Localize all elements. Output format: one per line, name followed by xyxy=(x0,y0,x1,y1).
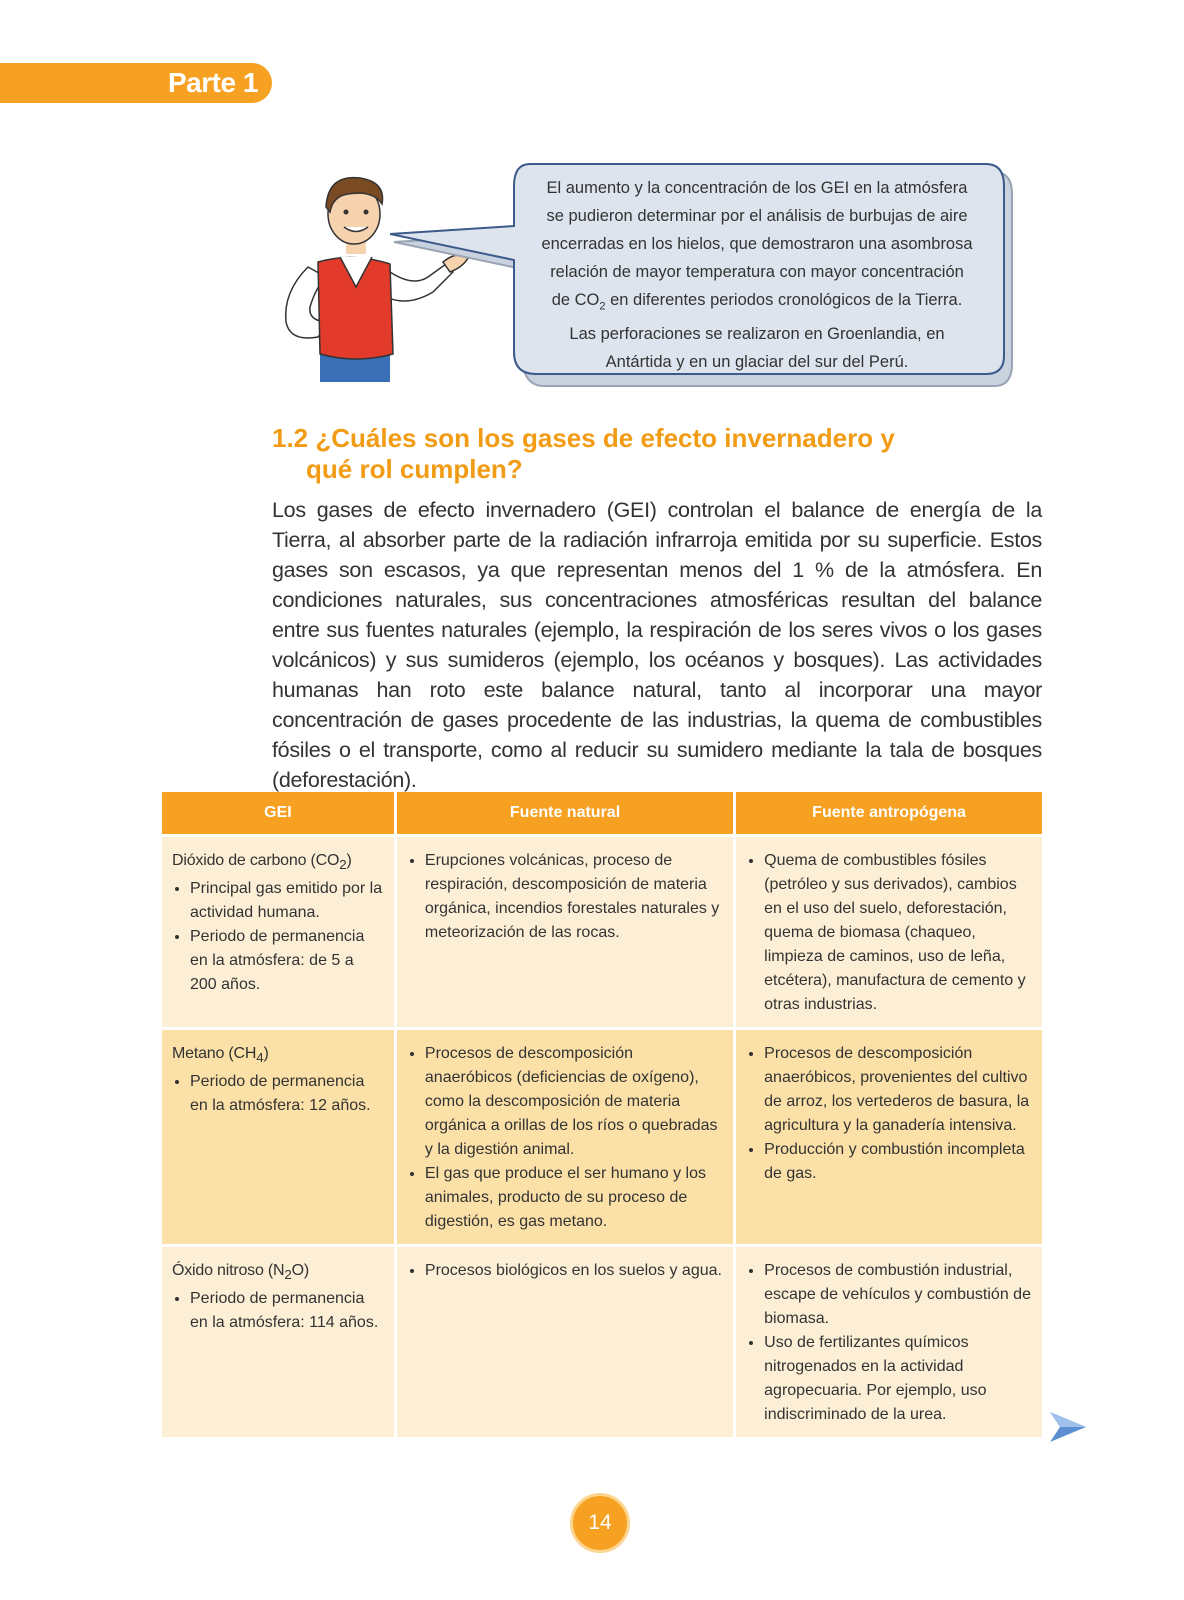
section-heading xyxy=(272,423,992,485)
bubble-line: relación de mayor temperatura con mayor concentración xyxy=(550,263,964,281)
list-item: • Uso de fertilizantes químicos nitrogenados en la actividad agropecuaria. Por ejemplo, uso indiscriminado de la urea. xyxy=(764,1331,1032,1427)
natural-cell xyxy=(395,836,734,1029)
list-item: • Procesos de descomposición anaeróbicos, provenientes del cultivo de arroz, los vertederos de basura, la agricultura y la ganadería intensiva. xyxy=(764,1042,1032,1138)
table-row xyxy=(162,836,1042,1029)
anthro-cell xyxy=(735,836,1042,1029)
gas-name: Metano $(CH_4)$ xyxy=(172,1045,269,1066)
list-item: • Erupciones volcánicas, proceso de respiración, descomposición de materia orgánica, incendios forestales naturales y meteorización de las rocas. xyxy=(425,849,723,945)
list-item: • Procesos biológicos en los suelos y agua. xyxy=(425,1259,723,1283)
gas-name: Óxido nitroso $(N_2O)$ xyxy=(172,1262,309,1283)
table-header-row xyxy=(162,792,1042,836)
bubble-line: se pudieron determinar por el análisis de burbujas de aire xyxy=(546,207,968,225)
bubble-line: encerradas en los hielos, que demostraron una asombrosa xyxy=(541,235,973,253)
speech-bubble xyxy=(500,160,1010,385)
gas-cell xyxy=(162,1246,395,1438)
list-item: • Producción y combustión incompleta de gas. xyxy=(764,1138,1032,1186)
bubble-line: de $CO_2$ en diferentes periodos cronológicos de la Tierra. xyxy=(551,291,963,313)
list-item: • Periodo de permanencia en la atmósfera: 12 años. xyxy=(190,1070,384,1118)
gas-cell xyxy=(162,1029,395,1246)
list-item: • Periodo de permanencia en la atmósfera: 114 años. xyxy=(190,1287,384,1335)
natural-cell xyxy=(395,1246,734,1438)
list-item: • Periodo de permanencia en la atmósfera: de 5 a 200 años. xyxy=(190,925,384,997)
anthro-cell xyxy=(735,1029,1042,1246)
table-row xyxy=(162,1246,1042,1438)
bubble-line: Las perforaciones se realizaron en Groenlandia, en xyxy=(569,325,945,344)
speech-bubble-text xyxy=(512,174,1002,376)
list-item: • Quema de combustibles fósiles (petróleo y sus derivados), cambios en el uso del suelo, deforestación, quema de biomasa (chaqueo, limpieza de caminos, uso de leña, etcétera), manufactura de cemento y otras industrias. xyxy=(764,849,1032,1017)
list-item: • Procesos de descomposición anaeróbicos (deficiencias de oxígeno), como la descomposición de materia orgánica a orillas de los ríos o quebradas y la digestión animal. xyxy=(425,1042,723,1162)
table-row xyxy=(162,1029,1042,1246)
bubble-line: Antártida y en un glaciar del sur del Perú. xyxy=(605,353,909,372)
ghg-table xyxy=(162,792,1042,1437)
anthro-cell xyxy=(735,1246,1042,1438)
list-item: • Procesos de combustión industrial, escape de vehículos y combustión de biomasa. xyxy=(764,1259,1032,1331)
part-tab xyxy=(0,63,272,103)
next-page-arrow-icon[interactable] xyxy=(1050,1412,1086,1442)
section-heading-line2: qué rol cumplen? xyxy=(306,454,523,484)
section-heading-line1: 1.2 ¿Cuáles son los gases de efecto invernadero y xyxy=(272,423,895,453)
body-paragraph: Los gases de efecto invernadero (GEI) controlan el balance de energía de la Tierra, al absorber parte de la radiación infrarroja emitida por su superficie. Estos gases son escasos, ya que representan menos del 1 % de la atmósfera. En condiciones naturales, sus concentraciones atmosféricas resultan del balance entre sus fuentes naturales (ejemplo, la respiración de los seres vivos o los gases volcánicos) y sus sumideros (ejemplo, los océanos y bosques). Las actividades humanas han roto este balance natural, tanto al incorporar una mayor concentración de gases procedente de las industrias, la quema de combustibles fósiles o el transporte, como al reducir su sumidero mediante la tala de bosques (deforestación). xyxy=(272,498,1042,792)
gas-name: Dióxido de carbono $(CO_2)$ xyxy=(172,852,352,873)
header-natural: Fuente natural xyxy=(395,792,734,836)
natural-cell xyxy=(395,1029,734,1246)
part-tab-label: Parte 1 xyxy=(168,67,258,98)
page-number: 14 xyxy=(570,1493,630,1553)
header-gei: GEI xyxy=(162,792,395,836)
list-item: • Principal gas emitido por la actividad humana. xyxy=(190,877,384,925)
bubble-line: El aumento y la concentración de los GEI en la atmósfera xyxy=(546,179,968,197)
header-anthro: Fuente antropógena xyxy=(735,792,1042,836)
list-item: • El gas que produce el ser humano y los animales, producto de su proceso de digestión, es gas metano. xyxy=(425,1162,723,1234)
gas-cell xyxy=(162,836,395,1029)
